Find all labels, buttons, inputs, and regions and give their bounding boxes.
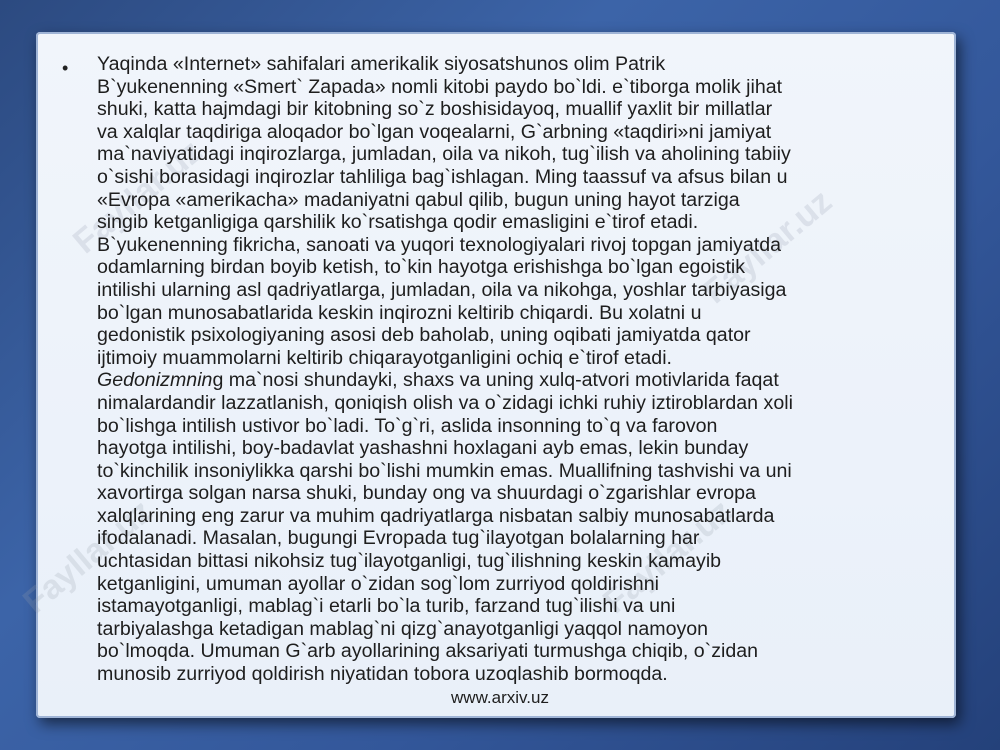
watermark: Fayllar.uz [696,182,840,312]
text-line: nimalardandir lazzatlanish, qoniqish olish va o`zidagi ichki ruhiy iztiroblardan xoli [97,391,793,414]
text-line: gedonistik psixologiyaning asosi deb baholab, uning oqibati jamiyatda qator [97,324,751,347]
text-line: uchtasidan bittasi nikohsiz tug`ilayotganligi, tug`ilishning keskin kamayib [97,550,722,573]
text-line: ifodalanadi. Masalan, bugungi Evropada tug`ilayotgan bolalarning har [97,527,700,550]
text-line: odamlarning birdan boyib ketish, to`kin hayotga erishishga bo`lgan egoistik [97,256,746,279]
text-line: hayotga intilishi, boy-badavlat yashashni hoxlagani ayb emas, lekin bunday [97,437,749,460]
body-text [97,53,947,686]
footer-url: www.arxiv.uz [451,688,549,707]
watermark: Fayllar.uz [16,492,160,622]
text-line: bo`lgan munosabatlarida keskin inqirozni keltirib chiqardi. Bu xolatni u [97,301,702,324]
text-line: bo`lmoqda. Umuman G`arb ayollarining aksariyati turmushga chiqib, o`zidan [97,640,759,663]
text-line: o`sishi borasidagi inqirozlar tahliliga bag`ishlagan. Ming taassuf va afsus bilan u [97,165,788,188]
text-line: ma`naviyatidagi inqirozlarga, jumladan, oila va nikoh, tug`ilish va aholining tabiiy [97,143,791,166]
bullet-marker: • [62,58,69,78]
text-line: istamayotganligi, mablag`i etarli bo`la turib, farzand tug`ilishi va uni [97,595,676,618]
watermark: Fayllar.uz [66,132,210,262]
text-line: B`yukenenning fikricha, sanoati va yuqori texnologiyalari rivoj topgan jamiyatda [97,233,781,256]
text-line: tarbiyalashga ketadigan mablag`ni qizg`anayotganligi yaqqol namoyon [97,617,709,640]
text-line: xalqlarining eng zarur va muhim qadriyatlarga nisbatan salbiy munosabatlarda [97,504,775,527]
text-line: ijtimoiy muammolarni keltirib chiqarayotganligini ochiq e`tirof etadi. [97,346,672,369]
text-line: B`yukenenning «Smert` Zapada» nomli kitobi paydo bo`ldi. e`tiborga molik jihat [97,75,783,98]
text-line: xavortirga solgan narsa shuki, bunday ong va shuurdagi o`zgarishlar evropa [97,482,756,505]
text-line: intilishi ularning asl qadriyatlarga, jumladan, oila va nikohga, yoshlar tarbiyasiga [97,278,787,301]
watermark: Fayllar.uz [596,492,740,622]
text-line: to`kinchilik insoniylikka qarshi bo`lishi mumkin emas. Muallifning tashvishi va uni [97,459,792,482]
text-line: «Evropa «amerikacha» madaniyatni qabul qilib, bugun uning hayot tarziga [97,188,740,211]
text-line: bo`lishga intilish ustivor bo`ladi. To`g`ri, aslida insonning to`q va farovon [97,414,718,437]
text-line: Yaqinda «Internet» sahifalari amerikalik siyosatshunos olim Patrik [97,53,666,75]
text-line: va xalqlar taqdiriga aloqador bo`lgan voqealarni, G`arbning «taqdiri»ni jamiyat [97,120,772,143]
text-line-italic-lead [97,369,947,392]
text-line: shuki, katta hajmdagi bir kitobning so`z boshisidayoq, muallif yaxlit bir millatlar [97,98,773,121]
text-line: singib ketganligiga qarshilik ko`rsatishga qodir emasligini e`tirof etadi. [97,211,699,234]
text-line-rest: g ma`nosi shundayki, shaxs va uning xulq-atvori motivlarida faqat [212,369,779,392]
italic-term: Gedonizmnin [97,369,213,392]
text-line: munosib zurriyod qoldirish niyatidan tobora uzoqlashib bormoqda. [97,663,668,686]
text-line: ketganligini, umuman ayollar o`zidan sog`lom zurriyod qoldirishni [97,572,659,595]
